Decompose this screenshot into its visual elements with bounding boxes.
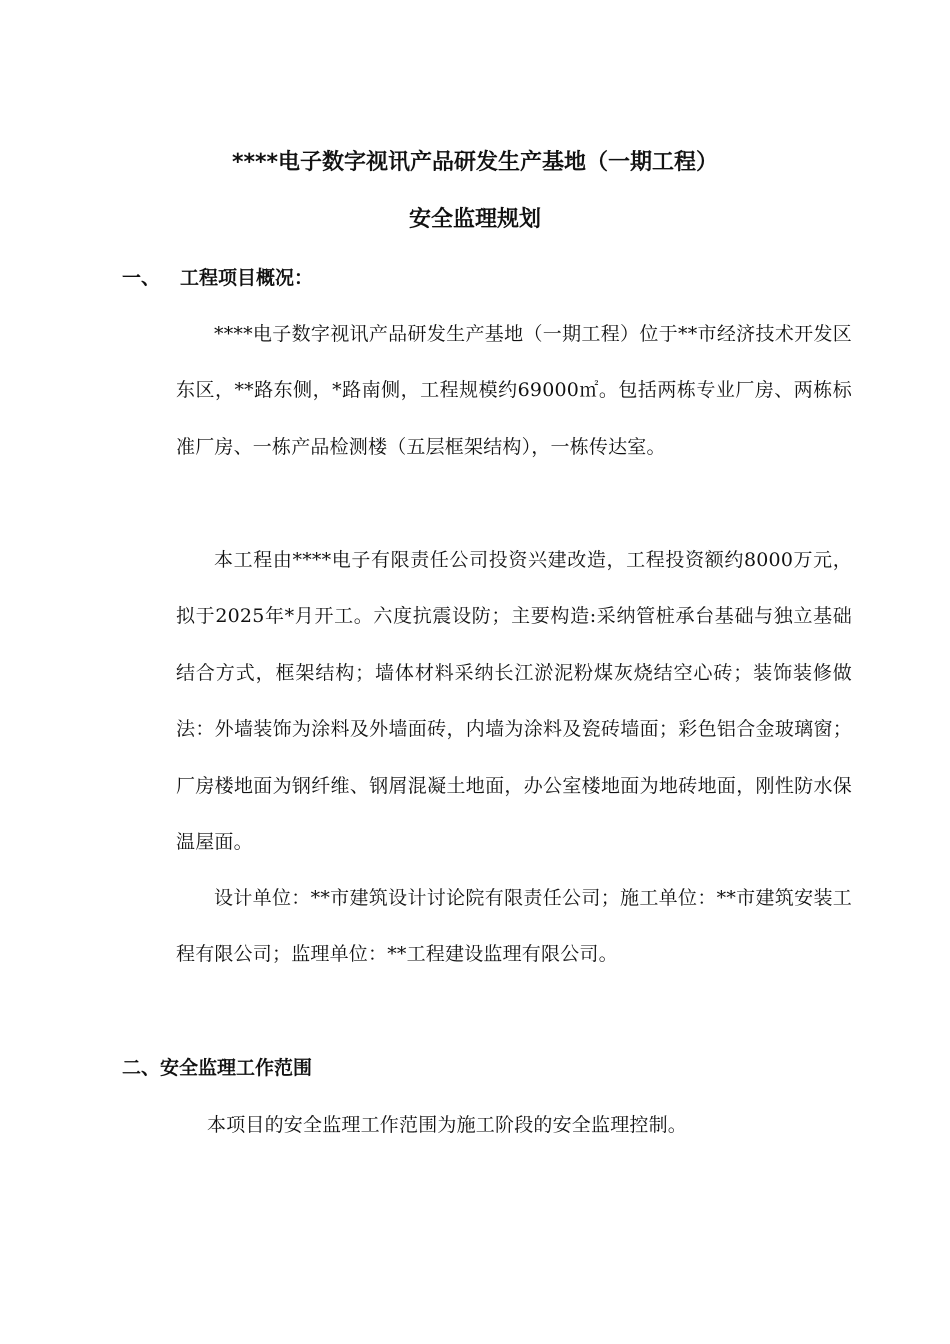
section-2-heading: 二、安全监理工作范围 bbox=[122, 1057, 313, 1079]
document-subtitle: 安全监理规划 bbox=[408, 207, 541, 232]
section-1-paragraph-3: 设计单位：**市建筑设计讨论院有限责任公司；施工单位：**市建筑安装工程有限公司；监理单位：**工程建设监理有限公司。 bbox=[176, 887, 852, 966]
document-title: ****电子数字视讯产品研发生产基地（一期工程） bbox=[231, 150, 719, 175]
section-2-paragraph: 本项目的安全监理工作范围为施工阶段的安全监理控制。 bbox=[207, 1114, 688, 1136]
section-1-heading: 工程项目概况： bbox=[180, 267, 314, 289]
section-1-paragraph-2: 本工程由****电子有限责任公司投资兴建改造，工程投资额约8000万元，拟于2025年*月开工。六度抗震设防；主要构造:采纳管桩承台基础与独立基础结合方式，框架结构；墙体材料采纳长江淤泥粉煤灰烧结空心砖；装饰装修做法：外墙装饰为涂料及外墙面砖，内墙为涂料及瓷砖墙面；彩色铝合金玻璃窗；厂房楼地面为钢纤维、钢屑混凝土地面，办公室楼地面为地砖地面，刚性防水保温屋面。 bbox=[176, 549, 852, 854]
section-1-paragraph-1: ****电子数字视讯产品研发生产基地（一期工程）位于**市经济技术开发区东区，**路东侧，*路南侧，工程规模约69000㎡。包括两栋专业厂房、两栋标准厂房、一栋产品检测楼（五层框架结构），一栋传达室。 bbox=[176, 323, 852, 458]
section-1-number: 一、 bbox=[122, 267, 161, 289]
